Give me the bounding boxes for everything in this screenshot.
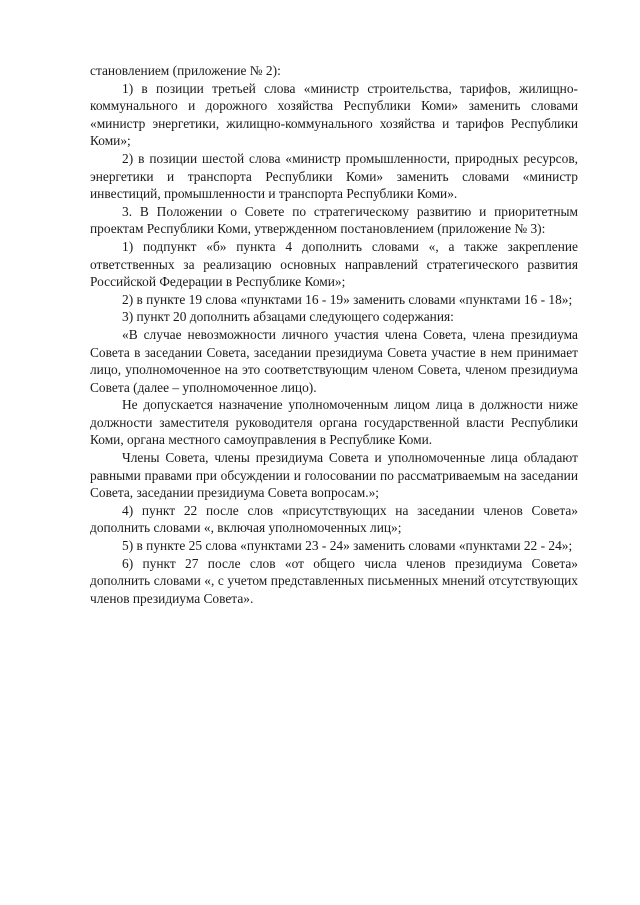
paragraph-subitem-6: 6) пункт 27 после слов «от общего числа членов президиума Совета» дополнить словами «, с учетом представленных письменных мнений отсутствующих членов президиума Совета».	[90, 555, 578, 606]
paragraph-quote-2: Не допускается назначение уполномоченным лицом лица в должности ниже должности заместителя руководителя органа государственной власти Республики Коми, органа местного самоуправления в Республике Коми.	[90, 397, 578, 448]
paragraph-quote-3: Члены Совета, члены президиума Совета и уполномоченные лица обладают равными правами при обсуждении и голосовании по рассматриваемым на заседании Совета, заседании президиума Совета вопросам.»;	[90, 450, 578, 501]
paragraph-subitem-4: 4) пункт 22 после слов «присутствующих на заседании членов Совета» дополнить словами «, включая уполномоченных лиц»;	[90, 502, 578, 536]
paragraph-subitem-1: 1) подпункт «б» пункта 4 дополнить словами «, а также закрепление ответственных за реализацию основных направлений стратегического развития Российской Федерации в Республике Коми»;	[90, 238, 578, 290]
document-body	[90, 62, 578, 607]
paragraph-item-2-position-six: 2) в позиции шестой слова «министр промышленности, природных ресурсов, энергетики и транспорта Республики Коми» заменить словами «министр инвестиций, промышленности и транспорта Республики Коми».	[90, 150, 578, 202]
paragraph-quote-1: «В случае невозможности личного участия члена Совета, члена президиума Совета в заседании Совета, заседании президиума Совета участие в нем принимает лицо, уполномоченное на это соответствующим членом Совета, членом президиума Совета (далее – уполномоченное лицо).	[90, 326, 578, 395]
paragraph-section-3-council-regulation: 3. В Положении о Совете по стратегическому развитию и приоритетным проектам Республики Коми, утвержденном постановлением (приложение № 3):	[90, 203, 578, 237]
paragraph-subitem-2: 2) в пункте 19 слова «пунктами 16 - 19» заменить словами «пунктами 16 - 18»;	[122, 291, 573, 307]
paragraph-item-1-position-three: 1) в позиции третьей слова «министр строительства, тарифов, жилищно-коммунального и дорожного хозяйства Республики Коми» заменить словами «министр энергетики, жилищно-коммунального хозяйства и тарифов Республики Коми»;	[90, 80, 578, 149]
paragraph-subitem-3: 3) пункт 20 дополнить абзацами следующего содержания:	[122, 309, 454, 325]
paragraph-intro: становлением (приложение № 2):	[90, 63, 281, 78]
paragraph-subitem-5: 5) в пункте 25 слова «пунктами 23 - 24» заменить словами «пунктами 22 - 24»;	[122, 538, 573, 554]
